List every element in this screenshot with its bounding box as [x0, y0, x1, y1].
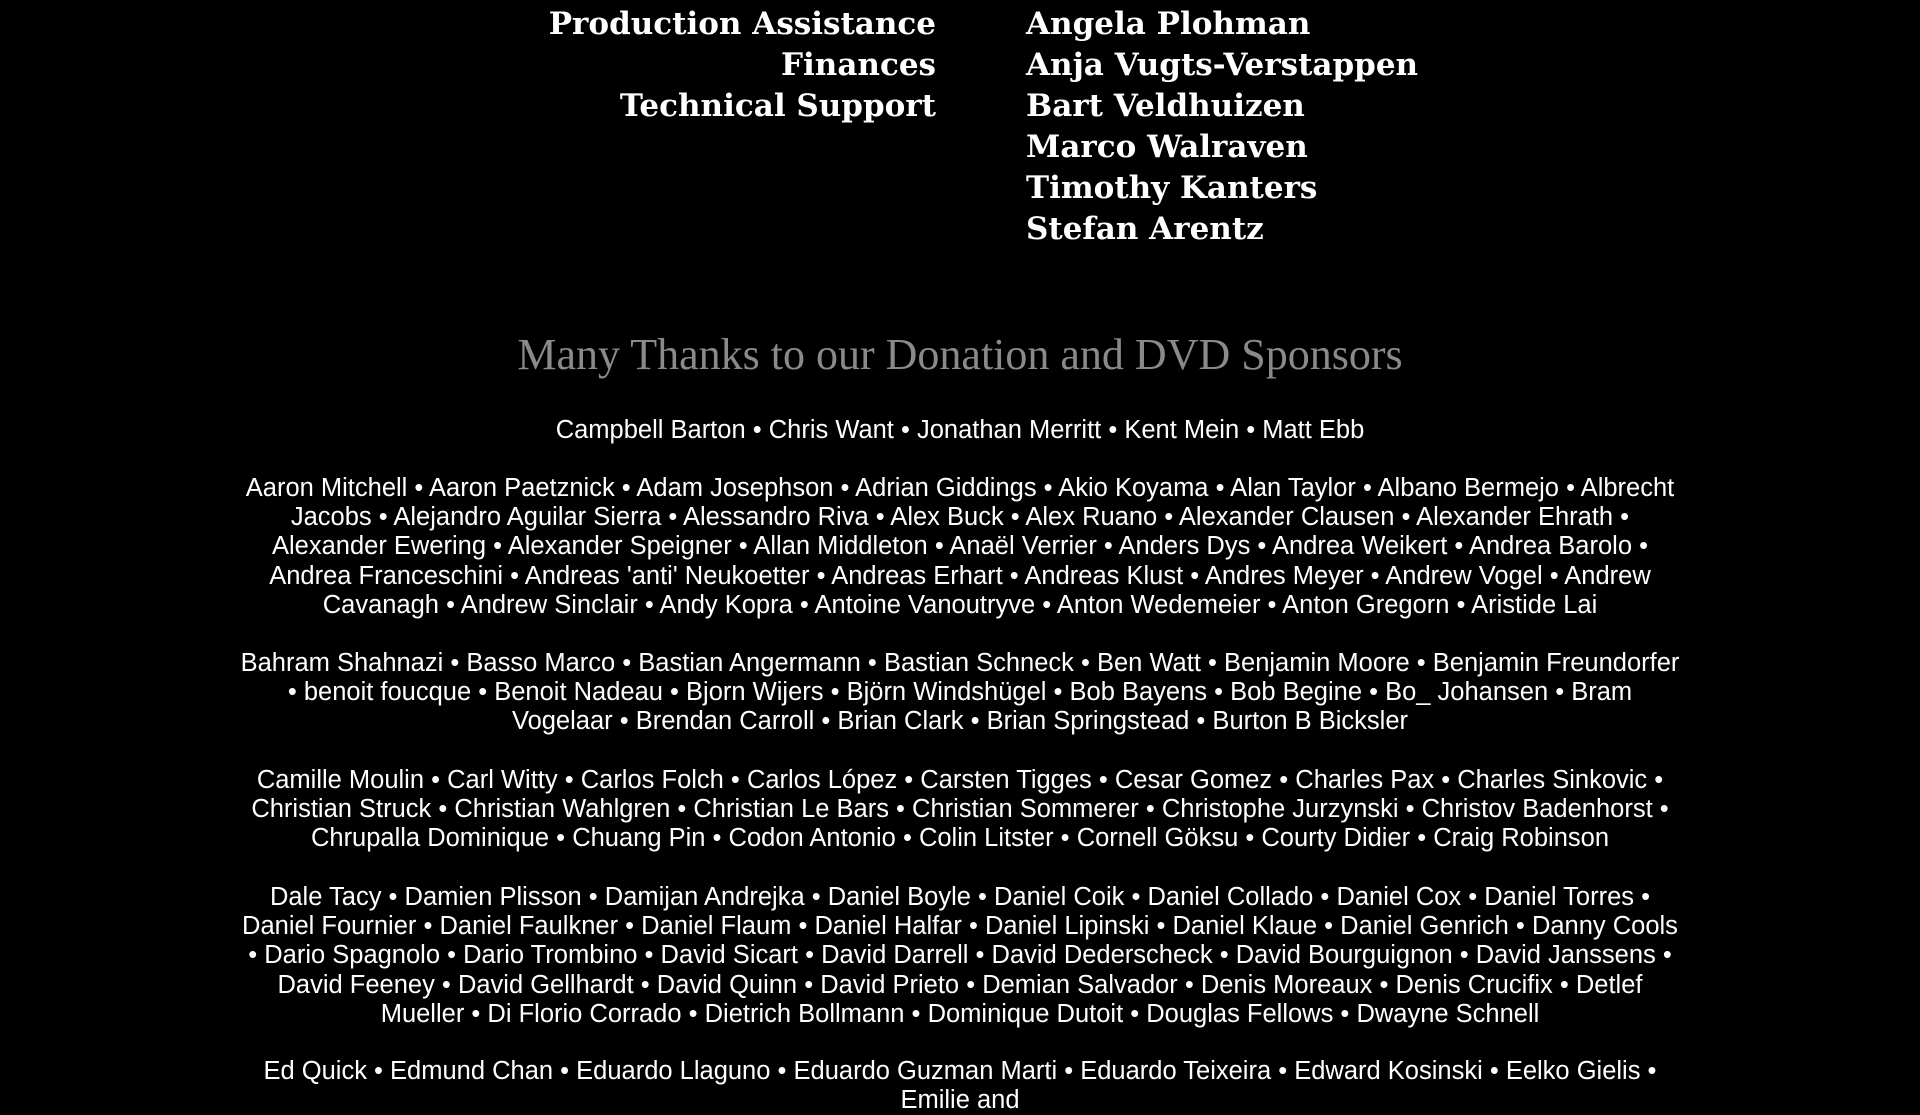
credit-role: Finances [781, 47, 936, 83]
credit-role: Production Assistance [548, 6, 936, 42]
credit-roles-column [0, 4, 936, 127]
sponsors-list-b: Bahram Shahnazi • Basso Marco • Bastian Angermann • Bastian Schneck • Ben Watt • Benjamin Moore • Benjamin Freundorfer • benoit foucque • Benoit Nadeau • Bjorn Wijers • Björn Windshügel • Bob Bayens • Bob Begine • Bo_ Johansen • Bram Vogelaar • Brendan Carroll • Brian Clark • Brian Springstead • Burton B Bicksler [240, 649, 1680, 736]
credit-name: Anja Vugts-Verstappen [1026, 47, 1419, 83]
credit-name: Marco Walraven [1026, 129, 1308, 165]
sponsors-main-list: Campbell Barton • Chris Want • Jonathan Merritt • Kent Mein • Matt Ebb [555, 416, 1365, 444]
sponsors-list-d: Dale Tacy • Damien Plisson • Damijan Andrejka • Daniel Boyle • Daniel Coik • Daniel Collado • Daniel Cox • Daniel Torres • Daniel Fournier • Daniel Faulkner • Daniel Flaum • Daniel Halfar • Daniel Lipinski • Daniel Klaue • Daniel Genrich • Danny Cools • Dario Spagnolo • Dario Trombino • David Sicart • David Darrell • David Dederscheck • David Bourguignon • David Janssens • David Feeney • David Gellhardt • David Quinn • David Prieto • Demian Salvador • Denis Moreaux • Denis Crucifix • Detlef Mueller • Di Florio Corrado • Dietrich Bollmann • Dominique Dutoit • Douglas Fellows • Dwayne Schnell [242, 883, 1678, 1028]
credit-names-column [1026, 4, 1418, 250]
credit-role: Technical Support [619, 88, 936, 124]
sponsors-list-e: Ed Quick • Edmund Chan • Eduardo Llaguno • Eduardo Guzman Marti • Eduardo Teixeira • Edward Kosinski • Eelko Gielis • Emilie and [263, 1057, 1657, 1115]
sponsors-list-a: Aaron Mitchell • Aaron Paetznick • Adam Josephson • Adrian Giddings • Akio Koyama • Alan Taylor • Albano Bermejo • Albrecht Jacobs • Alejandro Aguilar Sierra • Alessandro Riva • Alex Buck • Alex Ruano • Alexander Clausen • Alexander Ehrath • Alexander Ewering • Alexander Speigner • Allan Middleton • Anaël Verrier • Anders Dys • Andrea Weikert • Andrea Barolo • Andrea Franceschini • Andreas 'anti' Neukoetter • Andreas Erhart • Andreas Klust • Andres Meyer • Andrew Vogel • Andrew Cavanagh • Andrew Sinclair • Andy Kopra • Antoine Vanoutryve • Anton Wedemeier • Anton Gregorn • Aristide Lai [245, 474, 1675, 619]
sponsors-heading: Many Thanks to our Donation and DVD Sponsors [517, 330, 1403, 379]
sponsors-list-c: Camille Moulin • Carl Witty • Carlos Folch • Carlos López • Carsten Tigges • Cesar Gomez • Charles Pax • Charles Sinkovic • Christian Struck • Christian Wahlgren • Christian Le Bars • Christian Sommerer • Christophe Jurzynski • Christov Badenhorst • Chrupalla Dominique • Chuang Pin • Codon Antonio • Colin Litster • Cornell Göksu • Courty Didier • Craig Robinson [251, 766, 1669, 853]
credit-name: Timothy Kanters [1026, 170, 1318, 206]
credit-name: Angela Plohman [1026, 6, 1311, 42]
credit-name: Stefan Arentz [1026, 211, 1264, 247]
credit-name: Bart Veldhuizen [1026, 88, 1305, 124]
